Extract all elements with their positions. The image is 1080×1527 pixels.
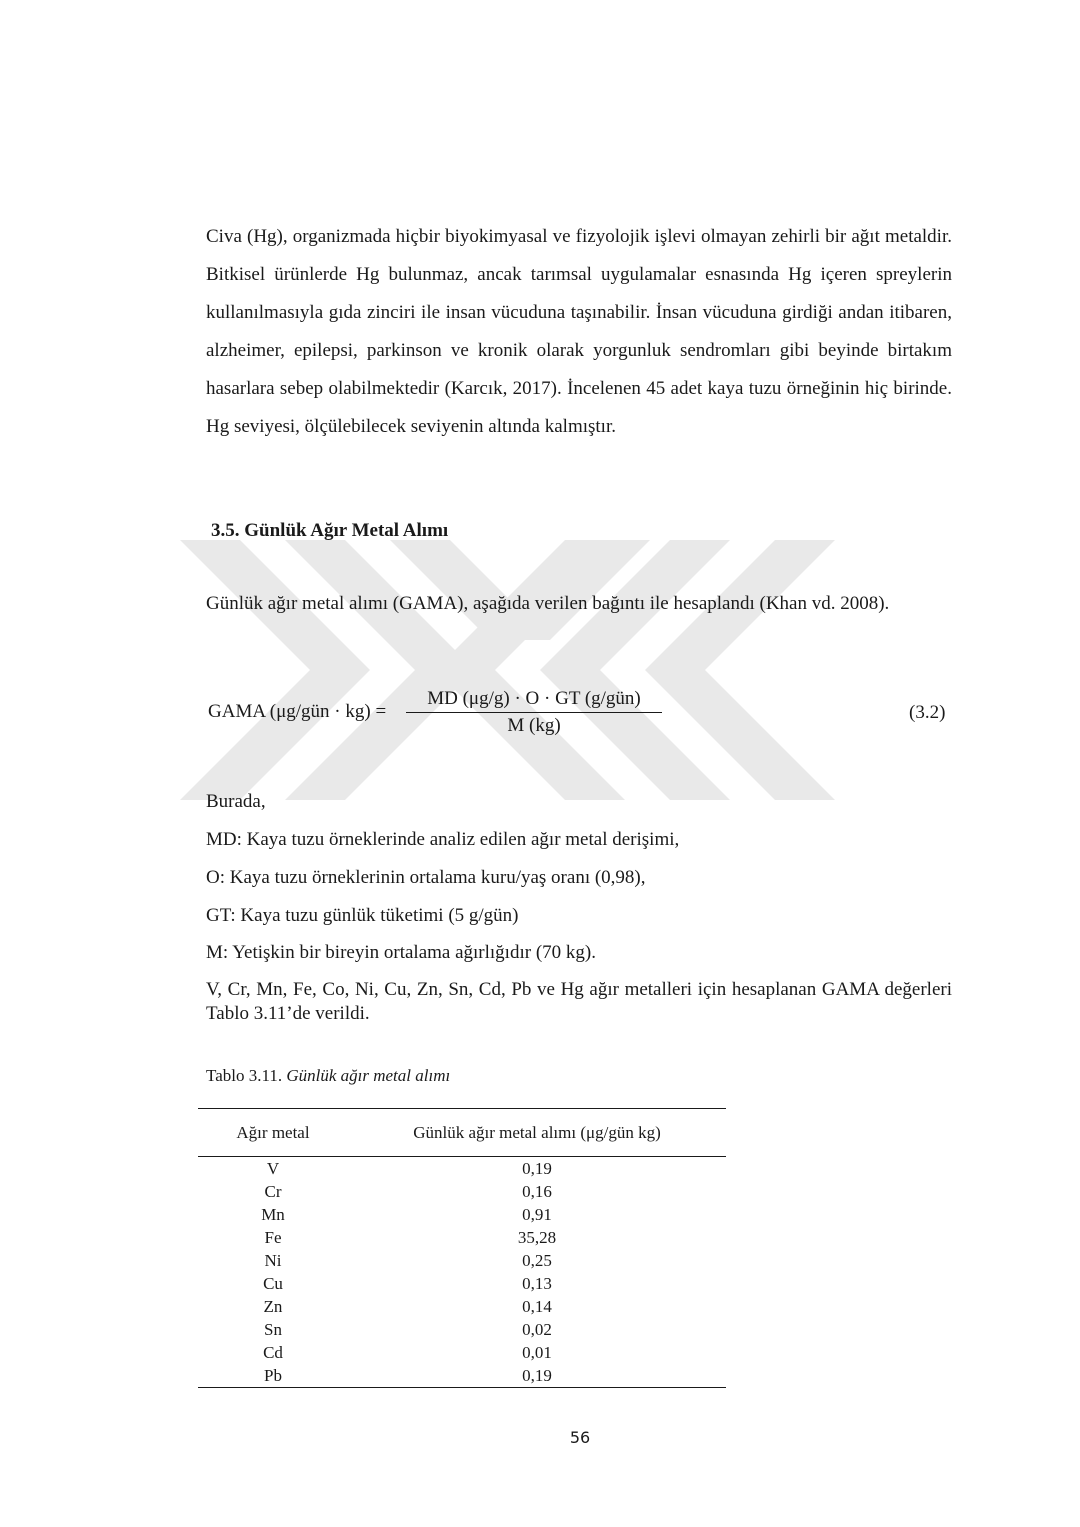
cell-intake: 0,02	[522, 1320, 552, 1339]
cell-intake: 35,28	[517, 1228, 557, 1247]
equation-fraction	[406, 688, 662, 737]
paragraph-mercury: Civa (Hg), organizmada hiçbir biyokimyasal ve fizyolojik işlevi olmayan zehirli bir ağıt metaldir. Bitkisel ürünlerde Hg bulunmaz, ancak tarımsal uygulamalar esnasında Hg içeren spreylerin kullanılmasıyla gıda zinciri ile insan vücuduna taşınabilir. İnsan vücuduna girdiği andan itibaren, alzheimer, epilepsi, parkinson ve kronik olarak yorgunluk sendromları gibi beyinde birtakım hasarlara sebep olabilmektedir (Karcık, 2017). İncelenen 45 adet kaya tuzu örneğinin hiç birinde. Hg seviyesi, ölçülebilecek seviyenin altında kalmıştır.	[206, 226, 952, 437]
table-row	[198, 1318, 726, 1341]
cell-intake: 0,01	[522, 1343, 552, 1362]
table-row	[198, 1295, 726, 1318]
paragraph-gama-values: V, Cr, Mn, Fe, Co, Ni, Cu, Zn, Sn, Cd, Pb ve Hg ağır metalleri için hesaplanan GAMA değerleri Tablo 3.11’de verildi.	[206, 979, 952, 1024]
table-caption	[206, 1066, 450, 1086]
cell-intake: 0,19	[348, 1364, 726, 1388]
table-row	[198, 1180, 726, 1203]
cell-metal: V	[266, 1159, 280, 1178]
cell-metal: Cd	[263, 1343, 283, 1362]
table-row	[198, 1249, 726, 1272]
cell-intake: 0,16	[522, 1182, 552, 1201]
cell-metal: Mn	[261, 1205, 285, 1224]
equation-lhs: GAMA (μg/gün · kg) =	[208, 701, 387, 722]
cell-intake: 0,19	[522, 1159, 552, 1178]
definitions-intro: Burada,	[206, 791, 266, 812]
definition-m: M: Yetişkin bir bireyin ortalama ağırlığıdır (70 kg).	[206, 942, 596, 963]
cell-intake: 0,25	[522, 1251, 552, 1270]
definition-gt: GT: Kaya tuzu günlük tüketimi (5 g/gün)	[206, 905, 519, 926]
cell-intake: 0,14	[522, 1297, 552, 1316]
cell-metal: Cu	[263, 1274, 283, 1293]
equation-denominator: M (kg)	[507, 715, 561, 736]
cell-intake: 0,91	[522, 1205, 552, 1224]
equation-numerator: MD (μg/g) · O · GT (g/gün)	[406, 688, 662, 713]
cell-metal: Cr	[264, 1182, 282, 1201]
section-heading: 3.5. Günlük Ağır Metal Alımı	[211, 520, 449, 541]
table-caption-title: Günlük ağır metal alımı	[286, 1066, 451, 1085]
page-number: 56	[569, 1428, 591, 1447]
table-row	[198, 1364, 726, 1388]
table-caption-label: Tablo 3.11.	[206, 1066, 283, 1085]
university-logo-watermark	[180, 540, 860, 800]
cell-metal: Pb	[198, 1364, 348, 1388]
column-header-intake: Günlük ağır metal alımı (μg/gün kg)	[348, 1109, 726, 1157]
table-header-row	[198, 1109, 726, 1157]
column-header-metal: Ağır metal	[198, 1109, 348, 1157]
table-row	[198, 1157, 726, 1181]
table-row	[198, 1272, 726, 1295]
definition-o: O: Kaya tuzu örneklerinin ortalama kuru/yaş oranı (0,98),	[206, 867, 646, 888]
heavy-metal-intake-table	[198, 1108, 726, 1388]
table-row	[198, 1341, 726, 1364]
cell-metal: Ni	[264, 1251, 282, 1270]
cell-intake: 0,13	[522, 1274, 552, 1293]
cell-metal: Sn	[264, 1320, 282, 1339]
equation-number: (3.2)	[909, 702, 946, 723]
paragraph-gama-intro: Günlük ağır metal alımı (GAMA), aşağıda verilen bağıntı ile hesaplandı (Khan vd. 2008).	[206, 593, 890, 614]
table-row	[198, 1226, 726, 1249]
cell-metal: Fe	[264, 1228, 282, 1247]
definition-md: MD: Kaya tuzu örneklerinde analiz edilen ağır metal derişimi,	[206, 829, 680, 850]
cell-metal: Zn	[263, 1297, 283, 1316]
table-row	[198, 1203, 726, 1226]
